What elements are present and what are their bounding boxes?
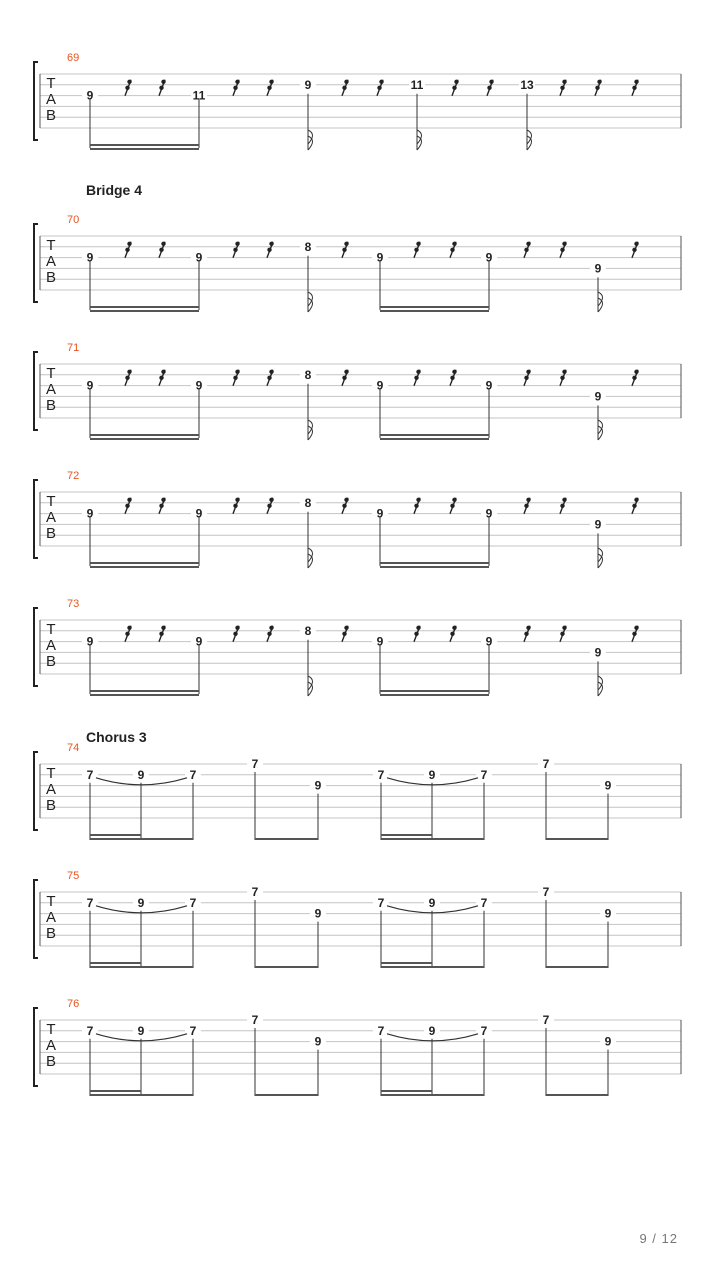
measure-number: 71 — [67, 342, 80, 354]
rest-dot — [450, 376, 454, 380]
beam — [90, 148, 199, 150]
beam — [381, 1094, 484, 1096]
beam — [380, 310, 489, 312]
rest-dot — [634, 242, 638, 246]
fret-number: 9 — [86, 378, 94, 393]
rest-dot — [562, 498, 566, 502]
tab-clef-letter-a: A — [45, 91, 57, 108]
beam — [90, 834, 141, 836]
tab-clef-letter-t: T — [46, 765, 56, 782]
fret-number: 9 — [428, 1023, 436, 1038]
rest-dot — [414, 248, 418, 252]
rest-dot — [159, 632, 163, 636]
rest-dot — [159, 376, 163, 380]
rest-dot — [235, 242, 239, 246]
beam — [381, 962, 432, 964]
beam — [255, 838, 318, 840]
beam — [255, 966, 318, 968]
rest-dot — [562, 80, 566, 84]
tab-clef-letter-t: T — [46, 365, 56, 382]
rest-dot — [125, 632, 129, 636]
rest-dot — [452, 498, 456, 502]
beam — [90, 690, 199, 692]
rest-dot — [450, 504, 454, 508]
rest-dot — [524, 376, 528, 380]
beam — [381, 1090, 432, 1092]
rest-dot — [267, 632, 271, 636]
rest-dot — [342, 248, 346, 252]
fret-number: 7 — [480, 895, 488, 910]
rest-dot — [127, 370, 131, 374]
beam — [380, 566, 489, 568]
system-bracket — [34, 62, 38, 140]
measure-number: 73 — [67, 598, 80, 610]
rest-dot — [526, 498, 530, 502]
tab-clef-letter-b: B — [45, 525, 57, 542]
rest-dot — [235, 626, 239, 630]
rest-dot — [562, 242, 566, 246]
rest-dot — [267, 376, 271, 380]
rest-dot — [632, 86, 636, 90]
rest-dot — [161, 242, 165, 246]
tab-clef-letter-a: A — [45, 1037, 57, 1054]
rest-dot — [161, 626, 165, 630]
rest-dot — [125, 86, 129, 90]
fret-number: 7 — [86, 767, 94, 782]
fret-number: 9 — [428, 767, 436, 782]
fret-number: 9 — [594, 261, 602, 276]
tab-clef-letter-b: B — [45, 797, 57, 814]
beam — [380, 434, 489, 436]
tab-clef-letter-t: T — [46, 75, 56, 92]
tab-clef-letter-b: B — [45, 925, 57, 942]
beam — [381, 838, 484, 840]
rest-dot — [526, 626, 530, 630]
fret-number: 9 — [485, 634, 493, 649]
rest-dot — [452, 86, 456, 90]
beam — [380, 438, 489, 440]
rest-dot — [560, 504, 564, 508]
fret-number: 7 — [86, 895, 94, 910]
beam — [380, 694, 489, 696]
fret-number: 13 — [520, 77, 534, 92]
fret-number: 8 — [304, 239, 312, 254]
fret-number: 9 — [195, 634, 203, 649]
rest-dot — [161, 498, 165, 502]
rest-dot — [416, 498, 420, 502]
beam — [90, 562, 199, 564]
system-bracket — [34, 880, 38, 958]
rest-dot — [342, 632, 346, 636]
rest-dot — [634, 370, 638, 374]
rest-dot — [267, 248, 271, 252]
rest-dot — [342, 376, 346, 380]
rest-dot — [562, 370, 566, 374]
fret-number: 9 — [594, 389, 602, 404]
fret-number: 7 — [542, 757, 550, 771]
rest-dot — [233, 248, 237, 252]
rest-dot — [489, 80, 493, 84]
fret-number: 7 — [251, 757, 259, 771]
rest-dot — [233, 632, 237, 636]
tab-clef-letter-a: A — [45, 781, 57, 798]
system-bracket — [34, 480, 38, 558]
rest-dot — [377, 86, 381, 90]
fret-number: 7 — [86, 1023, 94, 1038]
rest-dot — [414, 632, 418, 636]
system-bracket — [34, 1008, 38, 1086]
fret-number: 9 — [485, 378, 493, 393]
beam — [90, 1094, 193, 1096]
rest-dot — [379, 80, 383, 84]
rest-dot — [634, 626, 638, 630]
rest-dot — [560, 376, 564, 380]
rest-dot — [159, 504, 163, 508]
tab-clef-letter-b: B — [45, 397, 57, 414]
beam — [90, 966, 193, 968]
beam — [90, 434, 199, 436]
system-bracket — [34, 608, 38, 686]
fret-number: 9 — [376, 250, 384, 265]
fret-number: 7 — [480, 767, 488, 782]
measure-number: 75 — [67, 870, 80, 882]
rest-dot — [526, 242, 530, 246]
tab-clef-letter-b: B — [45, 107, 57, 124]
system-bracket — [34, 352, 38, 430]
beam — [546, 966, 608, 968]
rest-dot — [127, 242, 131, 246]
beam — [90, 306, 199, 308]
tab-clef-letter-a: A — [45, 381, 57, 398]
tab-clef-letter-t: T — [46, 1021, 56, 1038]
measure-number: 74 — [67, 742, 80, 754]
beam — [546, 838, 608, 840]
fret-number: 9 — [376, 378, 384, 393]
beam — [380, 306, 489, 308]
rest-dot — [560, 86, 564, 90]
fret-number: 9 — [195, 378, 203, 393]
section-label-bridge-4: Bridge 4 — [86, 182, 143, 198]
rest-dot — [269, 242, 273, 246]
rest-dot — [344, 498, 348, 502]
rest-dot — [454, 80, 458, 84]
fret-number: 9 — [86, 634, 94, 649]
fret-number: 9 — [604, 1034, 612, 1049]
fret-number: 9 — [594, 517, 602, 532]
rest-dot — [235, 370, 239, 374]
fret-number: 9 — [485, 250, 493, 265]
fret-number: 11 — [192, 88, 206, 103]
beam — [380, 562, 489, 564]
rest-dot — [560, 248, 564, 252]
tab-clef-letter-t: T — [46, 237, 56, 254]
fret-number: 9 — [314, 906, 322, 921]
rest-dot — [416, 370, 420, 374]
tab-clef-letter-a: A — [45, 637, 57, 654]
rest-dot — [416, 626, 420, 630]
rest-dot — [634, 498, 638, 502]
rest-dot — [125, 248, 129, 252]
beam — [381, 834, 432, 836]
beam — [255, 1094, 318, 1096]
fret-number: 7 — [189, 1023, 197, 1038]
rest-dot — [487, 86, 491, 90]
rest-dot — [233, 504, 237, 508]
fret-number: 9 — [604, 778, 612, 793]
rest-dot — [597, 80, 601, 84]
rest-dot — [233, 376, 237, 380]
fret-number: 7 — [377, 767, 385, 782]
tab-clef-letter-a: A — [45, 909, 57, 926]
rest-dot — [267, 86, 271, 90]
beam — [90, 310, 199, 312]
fret-number: 9 — [137, 1023, 145, 1038]
fret-number: 9 — [428, 895, 436, 910]
section-label-chorus-3: Chorus 3 — [86, 729, 147, 745]
fret-number: 9 — [376, 634, 384, 649]
system-bracket — [34, 224, 38, 302]
rest-dot — [524, 248, 528, 252]
rest-dot — [269, 80, 273, 84]
tab-clef-letter-a: A — [45, 509, 57, 526]
rest-dot — [267, 504, 271, 508]
rest-dot — [632, 376, 636, 380]
tab-clef-letter-b: B — [45, 269, 57, 286]
tab-clef-letter-a: A — [45, 253, 57, 270]
rest-dot — [632, 504, 636, 508]
tab-clef-letter-t: T — [46, 493, 56, 510]
rest-dot — [342, 86, 346, 90]
measure-number: 72 — [67, 470, 80, 482]
fret-number: 7 — [377, 895, 385, 910]
rest-dot — [344, 370, 348, 374]
rest-dot — [127, 626, 131, 630]
rest-dot — [127, 80, 131, 84]
beam — [90, 838, 193, 840]
fret-number: 11 — [410, 77, 424, 92]
tab-clef-letter-t: T — [46, 621, 56, 638]
system-bracket — [34, 752, 38, 830]
fret-number: 9 — [195, 506, 203, 521]
rest-dot — [595, 86, 599, 90]
fret-number: 9 — [604, 906, 612, 921]
fret-number: 8 — [304, 367, 312, 382]
rest-dot — [159, 86, 163, 90]
rest-dot — [526, 370, 530, 374]
measure-number: 76 — [67, 998, 80, 1010]
fret-number: 7 — [377, 1023, 385, 1038]
fret-number: 7 — [542, 1013, 550, 1027]
fret-number: 9 — [195, 250, 203, 265]
measure-number: 69 — [67, 52, 80, 64]
beam — [381, 966, 484, 968]
beam — [380, 690, 489, 692]
rest-dot — [344, 242, 348, 246]
rest-dot — [560, 632, 564, 636]
fret-number: 7 — [189, 767, 197, 782]
rest-dot — [342, 504, 346, 508]
fret-number: 7 — [542, 885, 550, 899]
beam — [90, 694, 199, 696]
fret-number: 9 — [485, 506, 493, 521]
beam — [90, 962, 141, 964]
rest-dot — [125, 504, 129, 508]
beam — [90, 438, 199, 440]
rest-dot — [632, 248, 636, 252]
rest-dot — [161, 370, 165, 374]
beam — [90, 144, 199, 146]
fret-number: 7 — [251, 1013, 259, 1027]
tab-clef-letter-t: T — [46, 893, 56, 910]
fret-number: 8 — [304, 495, 312, 510]
tab-clef-letter-b: B — [45, 1053, 57, 1070]
rest-dot — [452, 370, 456, 374]
rest-dot — [269, 498, 273, 502]
rest-dot — [269, 370, 273, 374]
rest-dot — [344, 626, 348, 630]
page-number: 9 / 12 — [639, 1231, 678, 1246]
rest-dot — [524, 504, 528, 508]
rest-dot — [450, 632, 454, 636]
rest-dot — [233, 86, 237, 90]
rest-dot — [344, 80, 348, 84]
rest-dot — [632, 632, 636, 636]
beam — [546, 1094, 608, 1096]
fret-number: 9 — [594, 645, 602, 660]
rest-dot — [161, 80, 165, 84]
fret-number: 9 — [86, 250, 94, 265]
rest-dot — [416, 242, 420, 246]
fret-number: 7 — [480, 1023, 488, 1038]
fret-number: 7 — [251, 885, 259, 899]
rest-dot — [269, 626, 273, 630]
rest-dot — [452, 626, 456, 630]
rest-dot — [235, 80, 239, 84]
rest-dot — [127, 498, 131, 502]
fret-number: 9 — [86, 88, 94, 103]
rest-dot — [450, 248, 454, 252]
fret-number: 9 — [137, 895, 145, 910]
fret-number: 9 — [86, 506, 94, 521]
fret-number: 9 — [137, 767, 145, 782]
fret-number: 9 — [314, 1034, 322, 1049]
fret-number: 8 — [304, 623, 312, 638]
rest-dot — [125, 376, 129, 380]
fret-number: 7 — [189, 895, 197, 910]
fret-number: 9 — [314, 778, 322, 793]
fret-number: 9 — [304, 77, 312, 92]
beam — [90, 1090, 141, 1092]
fret-number: 9 — [376, 506, 384, 521]
rest-dot — [414, 504, 418, 508]
rest-dot — [634, 80, 638, 84]
measure-number: 70 — [67, 214, 80, 226]
rest-dot — [414, 376, 418, 380]
rest-dot — [235, 498, 239, 502]
tab-clef-letter-b: B — [45, 653, 57, 670]
rest-dot — [562, 626, 566, 630]
rest-dot — [452, 242, 456, 246]
rest-dot — [524, 632, 528, 636]
beam — [90, 566, 199, 568]
rest-dot — [159, 248, 163, 252]
